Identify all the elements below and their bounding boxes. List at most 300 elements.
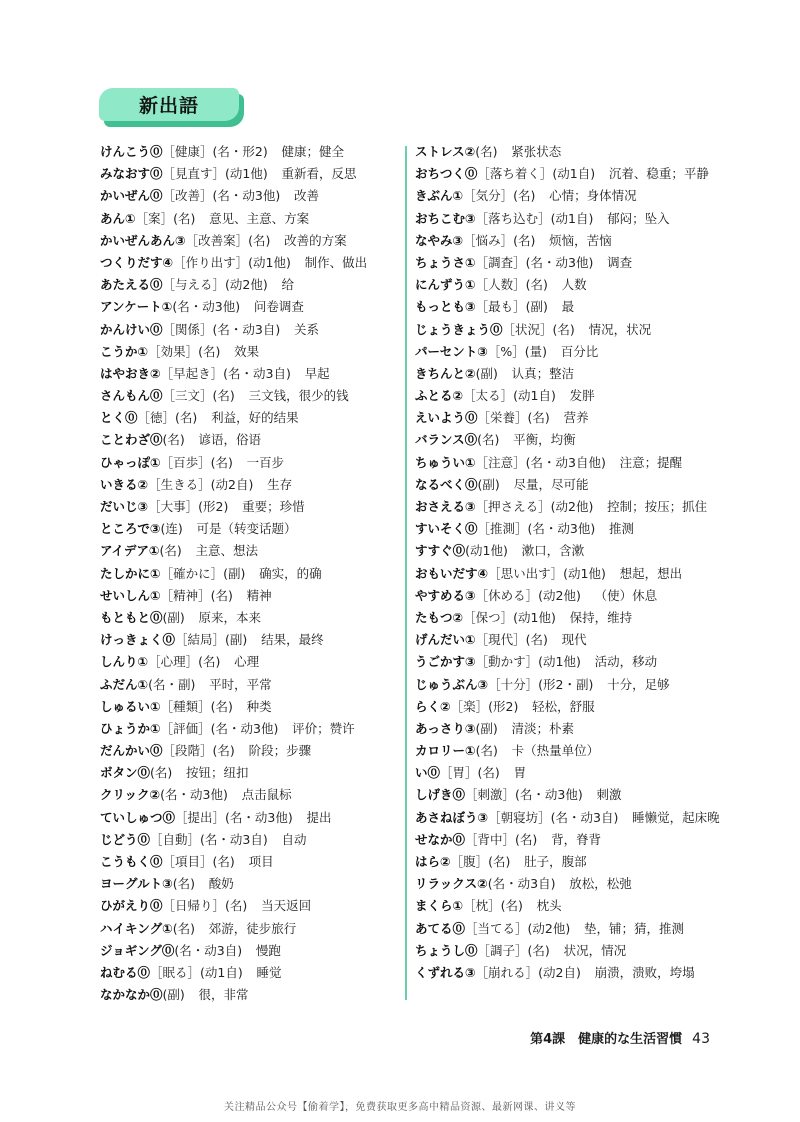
vocab-entry: [415, 407, 735, 429]
vocab-kanji: ［段階］: [162, 743, 213, 759]
accent-mark: ⓪: [490, 321, 503, 337]
accent-mark: ⓪: [137, 964, 151, 980]
part-of-speech: (名): [225, 898, 248, 914]
vocab-entry: [415, 696, 735, 718]
vocab-kanji: ［太る］: [463, 388, 514, 404]
part-of-speech: (名): [525, 277, 548, 293]
vocab-reading: ひょうか: [100, 720, 151, 736]
accent-mark: ②: [150, 365, 161, 381]
footer-note: 关注精品公众号【偷着学】，免费获取更多高中精品资源、最新网课、讲义等: [224, 1102, 576, 1113]
vocab-reading: なかなか: [100, 987, 151, 1003]
vocab-entry: [415, 563, 735, 585]
vocab-entry: [100, 496, 400, 518]
accent-mark: ⓪: [162, 809, 176, 825]
part-of-speech: (副): [475, 365, 498, 381]
vocab-reading: ふだん: [100, 676, 138, 692]
vocab-meaning: 尽量，尽可能: [513, 476, 589, 492]
vocab-reading: だいじ: [100, 499, 138, 514]
part-of-speech: (名): [175, 410, 198, 426]
accent-mark: ③: [465, 210, 476, 226]
vocab-meaning: 睡懒觉，起床晚: [632, 809, 720, 825]
vocab-entry: [100, 607, 400, 629]
accent-mark: ①: [465, 277, 476, 293]
part-of-speech: (名): [150, 765, 173, 781]
vocab-meaning: 注意；提醒: [619, 454, 683, 470]
vocab-reading: なやみ: [415, 232, 453, 248]
part-of-speech: (名): [477, 432, 500, 448]
vocab-entry: [100, 319, 400, 341]
vocab-entry: [100, 429, 400, 451]
vocab-meaning: 问卷调查: [253, 299, 304, 315]
vocab-entry: [415, 474, 735, 496]
accent-mark: ③: [465, 299, 476, 315]
accent-mark: ④: [162, 254, 174, 270]
part-of-speech: (动1自): [513, 388, 556, 404]
vocab-meaning: 十分，足够: [607, 676, 670, 692]
vocab-reading: い: [415, 765, 428, 781]
vocab-meaning: 按钮；纽扣: [186, 765, 249, 781]
part-of-speech: (名・动3自): [200, 831, 268, 847]
vocab-entry: [415, 895, 735, 917]
vocab-reading: ひがえり: [100, 898, 151, 914]
vocab-entry: [100, 718, 400, 740]
part-of-speech: (名): [527, 942, 550, 958]
part-of-speech: (名): [212, 743, 235, 759]
accent-mark: ⓪: [161, 942, 175, 958]
accent-mark: ③: [452, 232, 464, 248]
vocab-meaning: 点击鼠标: [241, 787, 292, 803]
vocab-reading: あたえる: [100, 277, 151, 293]
part-of-speech: (形2・副): [538, 676, 594, 692]
vocab-entry: [100, 452, 400, 474]
vocab-reading: あっさり: [415, 720, 465, 736]
vocab-kanji: ［三文］: [162, 388, 213, 404]
accent-mark: ⓪: [427, 765, 441, 781]
vocab-entry: [415, 851, 735, 873]
vocab-reading: もともと: [100, 609, 151, 625]
accent-mark: ②: [137, 476, 149, 492]
vocab-entry: [415, 918, 735, 940]
vocab-entry: [100, 829, 400, 851]
vocab-entry: [100, 873, 400, 895]
part-of-speech: (动2自): [538, 964, 581, 980]
vocab-entry: [100, 940, 400, 962]
vocab-meaning: 垫，铺；猜，推测: [584, 920, 685, 936]
part-of-speech: (动1他): [563, 565, 606, 581]
vocab-kanji: ［最も］: [475, 299, 526, 315]
accent-mark: ③: [477, 676, 489, 692]
vocab-meaning: 改善: [294, 188, 320, 204]
vocab-kanji: ［腹］: [450, 854, 489, 869]
part-of-speech: (名・动3他): [160, 787, 228, 803]
vocab-meaning: 最: [561, 299, 575, 315]
vocab-kanji: ［自動］: [150, 831, 201, 847]
vocab-entry: [100, 895, 400, 917]
vocab-reading: ハイキング: [100, 920, 163, 936]
vocab-meaning: 效果: [234, 343, 260, 359]
vocab-meaning: 结果，最终: [261, 632, 324, 648]
vocab-reading: かいぜん: [100, 188, 151, 204]
vocab-entry: [415, 940, 735, 962]
vocab-kanji: ［結局］: [175, 632, 226, 648]
vocab-entry: [100, 163, 400, 185]
vocab-reading: パーセント: [415, 343, 478, 359]
accent-mark: ⓪: [150, 188, 163, 204]
accent-mark: ⓪: [150, 277, 163, 293]
vocab-reading: あさねぼう: [415, 809, 478, 825]
vocab-reading: ひゃっぽ: [100, 454, 151, 470]
accent-mark: ③: [465, 587, 476, 603]
part-of-speech: (名): [527, 410, 550, 426]
vocab-entry: [100, 185, 400, 207]
vocab-meaning: 想起，想出: [619, 565, 683, 581]
accent-mark: ③: [465, 964, 476, 980]
vocab-kanji: ［背中］: [465, 831, 516, 847]
vocab-reading: ちゅうい: [415, 454, 466, 470]
vocab-reading: もっとも: [415, 299, 466, 315]
part-of-speech: (名): [172, 876, 195, 892]
vocab-entry: [100, 918, 400, 940]
vocab-kanji: ［提出］: [175, 809, 226, 825]
accent-mark: ⓪: [465, 521, 478, 537]
vocab-reading: つくりだす: [100, 254, 163, 270]
vocab-entry: [100, 585, 400, 607]
vocab-meaning: 精神: [246, 587, 272, 603]
vocab-meaning: 发胖: [569, 388, 595, 404]
accent-mark: ③: [149, 521, 161, 537]
accent-mark: ⓪: [150, 321, 163, 337]
part-of-speech: (动2他): [538, 587, 581, 603]
accent-mark: ①: [137, 343, 149, 359]
accent-mark: ⓪: [464, 432, 478, 448]
vocab-entry: [100, 208, 400, 230]
accent-mark: ③: [137, 499, 149, 514]
part-of-speech: (名): [198, 343, 221, 359]
vocab-kanji: ［状況］: [502, 321, 553, 337]
vocab-meaning: 活动，移动: [594, 654, 658, 670]
vocab-kanji: ［現代］: [475, 632, 526, 648]
accent-mark: ①: [148, 543, 160, 559]
part-of-speech: (动1他): [538, 654, 581, 670]
vocab-entry: [415, 873, 735, 895]
part-of-speech: (副): [162, 609, 185, 625]
vocab-reading: かいぜんあん: [100, 232, 176, 248]
vocab-entry: [100, 385, 400, 407]
vocab-entry: [415, 141, 735, 163]
accent-mark: ⓪: [464, 166, 478, 182]
vocab-entry: [100, 141, 400, 163]
vocab-meaning: 自动: [281, 831, 307, 847]
part-of-speech: (名・动3他): [515, 787, 583, 803]
part-of-speech: (名): [198, 654, 221, 670]
vocab-reading: じょうきょう: [415, 321, 491, 337]
vocab-meaning: 慢跑: [255, 942, 281, 958]
vocab-meaning: 推测: [609, 521, 635, 537]
part-of-speech: (名・动3自): [212, 321, 281, 337]
vocab-kanji: ［保つ］: [463, 609, 514, 625]
accent-mark: ①: [162, 920, 173, 936]
vocab-reading: アイデア: [100, 543, 149, 559]
vocab-kanji: ［調査］: [475, 254, 526, 270]
section-title: 新出語: [138, 95, 199, 117]
vocab-reading: リラックス: [415, 876, 478, 892]
vocab-reading: せいしん: [100, 587, 151, 603]
vocab-kanji: ［胃］: [440, 765, 478, 781]
vocab-reading: おちこむ: [415, 210, 466, 226]
vocab-meaning: 调查: [607, 254, 633, 270]
accent-mark: ②: [477, 876, 488, 892]
vocab-kanji: ［注意］: [475, 454, 526, 470]
vocab-kanji: ［百歩］: [160, 454, 211, 470]
part-of-speech: (名・动3自): [487, 876, 556, 892]
accent-mark: ⓪: [465, 410, 478, 426]
vocab-meaning: 阶段；步骤: [248, 743, 312, 759]
vocab-kanji: ［心理］: [148, 654, 199, 670]
vocab-meaning: 项目: [248, 854, 274, 869]
vocab-reading: こうもく: [100, 854, 151, 869]
vocab-entry: [415, 363, 735, 385]
vocab-reading: クリック: [100, 787, 150, 803]
accent-mark: ⓪: [150, 898, 163, 914]
vocab-entry: [415, 163, 735, 185]
accent-mark: ⓪: [465, 942, 478, 958]
accent-mark: ⓪: [150, 388, 163, 404]
part-of-speech: (动1自): [200, 964, 243, 980]
vocab-entry: [415, 607, 735, 629]
accent-mark: ⓪: [150, 987, 163, 1003]
vocab-meaning: 心理: [234, 654, 260, 670]
vocab-meaning: 重新看，反思: [281, 166, 357, 182]
vocab-meaning: 清淡；朴素: [511, 720, 575, 736]
vocab-reading: すいそく: [415, 521, 466, 537]
vocab-kanji: ［落ち込む］: [475, 210, 551, 226]
part-of-speech: (名): [212, 854, 235, 869]
vocab-meaning: 种类: [246, 698, 272, 714]
vocab-reading: にんずう: [415, 277, 466, 293]
part-of-speech: (名): [173, 210, 196, 226]
part-of-speech: (副): [225, 632, 248, 648]
vocab-reading: しげき: [415, 787, 453, 803]
vocab-kanji: ［評価］: [160, 720, 211, 736]
vocab-kanji: ［調子］: [477, 942, 528, 958]
vocab-kanji: ［悩み］: [463, 232, 514, 248]
part-of-speech: (动1自): [552, 166, 596, 182]
vocab-kanji: ［効果］: [148, 343, 199, 359]
chapter-title: 第4課 健康的な生活習慣: [530, 1032, 683, 1047]
vocab-entry: [415, 740, 735, 762]
part-of-speech: (名・动3他): [225, 809, 293, 825]
accent-mark: ②: [452, 388, 464, 404]
vocab-meaning: 评价；赞许: [292, 720, 355, 736]
vocab-reading: じゅうぶん: [415, 676, 478, 692]
vocab-reading: しんり: [100, 654, 138, 670]
vocab-kanji: ［作り出す］: [173, 254, 249, 270]
vocab-entry: [100, 341, 400, 363]
part-of-speech: (名・动3自): [174, 942, 243, 958]
vocab-entry: [415, 674, 735, 696]
part-of-speech: (形2): [488, 698, 519, 714]
vocab-meaning: 很，非常: [198, 987, 249, 1003]
vocab-meaning: 给: [281, 277, 295, 293]
vocab-entry: [415, 829, 735, 851]
vocab-meaning: 当天返回: [261, 898, 312, 914]
column-divider: [405, 146, 407, 1000]
vocab-meaning: 背，脊背: [551, 831, 602, 847]
part-of-speech: (名): [159, 543, 182, 559]
vocab-entry: [100, 563, 400, 585]
accent-mark: ②: [465, 365, 476, 381]
vocab-entry: [415, 807, 735, 829]
vocab-meaning: 健康；健全: [281, 144, 345, 159]
accent-mark: ①: [150, 454, 161, 470]
vocab-reading: みなおす: [100, 166, 151, 182]
vocab-kanji: ［当てる］: [465, 920, 528, 936]
vocab-entry: [415, 452, 735, 474]
part-of-speech: (名): [513, 188, 536, 204]
part-of-speech: (名・副): [148, 676, 196, 692]
vocab-kanji: ［健康］: [162, 144, 213, 159]
part-of-speech: (名・形2): [212, 144, 268, 159]
vocab-kanji: ［与える］: [162, 277, 226, 293]
vocab-kanji: ［枕］: [463, 898, 501, 914]
vocab-meaning: 漱口，含漱: [521, 543, 585, 559]
part-of-speech: (动2他): [225, 277, 268, 293]
accent-mark: ①: [161, 299, 173, 315]
accent-mark: ⓪: [150, 166, 163, 182]
vocab-kanji: ［眠る］: [150, 964, 201, 980]
accent-mark: ④: [477, 565, 489, 581]
part-of-speech: (连): [160, 521, 183, 537]
vocab-entry: [415, 385, 735, 407]
vocab-entry: [100, 474, 400, 496]
part-of-speech: (名): [500, 898, 523, 914]
vocab-meaning: 郊游，徒步旅行: [208, 920, 297, 936]
vocab-reading: なるべく: [415, 476, 466, 492]
vocab-meaning: 制作、做出: [304, 254, 368, 270]
vocab-meaning: 早起: [304, 365, 330, 381]
vocab-kanji: ［推測］: [477, 521, 528, 537]
vocab-entry: [415, 230, 735, 252]
accent-mark: ③: [464, 720, 476, 736]
part-of-speech: (名・动3自): [223, 365, 291, 381]
accent-mark: ②: [440, 698, 451, 714]
part-of-speech: (名): [488, 854, 511, 869]
vocab-reading: せなか: [415, 831, 453, 847]
vocab-reading: たもつ: [415, 609, 453, 625]
vocab-entry: [100, 784, 400, 806]
vocab-entry: [100, 807, 400, 829]
vocab-reading: しゅるい: [100, 698, 151, 714]
vocab-meaning: 平衡，均衡: [513, 432, 576, 448]
vocab-reading: えいよう: [415, 410, 466, 426]
vocab-kanji: ［気分］: [463, 188, 514, 204]
vocab-entry: [100, 696, 400, 718]
vocab-reading: こうか: [100, 343, 138, 359]
accent-mark: ①: [452, 188, 464, 204]
vocab-kanji: ［確かに］: [160, 565, 224, 581]
vocab-meaning: 生存: [267, 476, 293, 492]
vocab-reading: カロリー: [415, 743, 466, 759]
vocab-meaning: 谚语，俗语: [198, 432, 262, 448]
vocab-reading: あてる: [415, 920, 453, 936]
accent-mark: ③: [477, 343, 488, 359]
vocab-meaning: 三文钱，很少的钱: [248, 388, 349, 404]
vocab-list-left: [100, 141, 400, 1006]
part-of-speech: (名): [525, 632, 548, 648]
vocab-kanji: ［落ち着く］: [477, 166, 553, 182]
vocab-entry: [415, 762, 735, 784]
vocab-kanji: ［関係］: [162, 321, 213, 337]
vocab-entry: [100, 629, 400, 651]
vocab-entry: [415, 585, 735, 607]
accent-mark: ⓪: [452, 920, 466, 936]
vocab-reading: らく: [415, 698, 441, 714]
part-of-speech: (名): [475, 743, 498, 759]
page-footer: [530, 1028, 710, 1047]
vocab-entry: [415, 496, 735, 518]
vocab-entry: [415, 718, 735, 740]
vocab-kanji: ［崩れる］: [475, 964, 539, 980]
title-badge: [99, 88, 239, 121]
accent-mark: ⓪: [162, 632, 176, 648]
accent-mark: ②: [452, 609, 464, 625]
vocab-meaning: 重要；珍惜: [242, 499, 305, 514]
accent-mark: ③: [175, 232, 186, 248]
vocab-meaning: 控制；按压；抓住: [607, 499, 708, 514]
vocab-entry: [415, 784, 735, 806]
part-of-speech: (副): [162, 987, 185, 1003]
vocab-meaning: 人数: [561, 277, 587, 293]
vocab-reading: きちんと: [415, 365, 466, 381]
vocab-entry: [415, 185, 735, 207]
accent-mark: ③: [465, 654, 476, 670]
vocab-meaning: 情况，状况: [588, 321, 652, 337]
vocab-reading: はやおき: [100, 365, 151, 381]
part-of-speech: (副): [525, 299, 548, 315]
vocab-reading: はら: [415, 854, 441, 869]
part-of-speech: (名): [248, 232, 271, 248]
part-of-speech: (量): [524, 343, 548, 359]
accent-mark: ⓪: [150, 609, 163, 625]
vocab-reading: くずれる: [415, 964, 466, 980]
accent-mark: ①: [150, 698, 161, 714]
part-of-speech: (名): [212, 388, 235, 404]
part-of-speech: (名): [172, 920, 195, 936]
part-of-speech: (副): [223, 565, 246, 581]
vocab-kanji: ［押さえる］: [475, 499, 551, 514]
part-of-speech: (名): [210, 587, 233, 603]
part-of-speech: (名・动3自他): [525, 454, 606, 470]
vocab-kanji: ［思い出す］: [488, 565, 564, 581]
vocab-meaning: 关系: [294, 321, 320, 337]
vocab-entry: [415, 208, 735, 230]
vocab-kanji: ［日帰り］: [162, 898, 226, 914]
page-number: 43: [692, 1031, 710, 1047]
vocab-entry: [100, 296, 400, 318]
vocab-meaning: 烦恼，苦恼: [549, 232, 612, 248]
part-of-speech: (形2): [198, 499, 229, 514]
vocab-meaning: 可是（转变话题）: [196, 521, 297, 537]
vocab-reading: ねむる: [100, 964, 138, 980]
accent-mark: ⓪: [452, 543, 466, 559]
vocab-meaning: 主意、想法: [195, 543, 259, 559]
accent-mark: ⓪: [150, 432, 163, 448]
vocab-meaning: 原来，本来: [198, 609, 262, 625]
vocab-entry: [415, 629, 735, 651]
vocab-kanji: ［見直す］: [162, 166, 226, 182]
accent-mark: ①: [137, 676, 149, 692]
vocab-kanji: ［動かす］: [475, 654, 539, 670]
